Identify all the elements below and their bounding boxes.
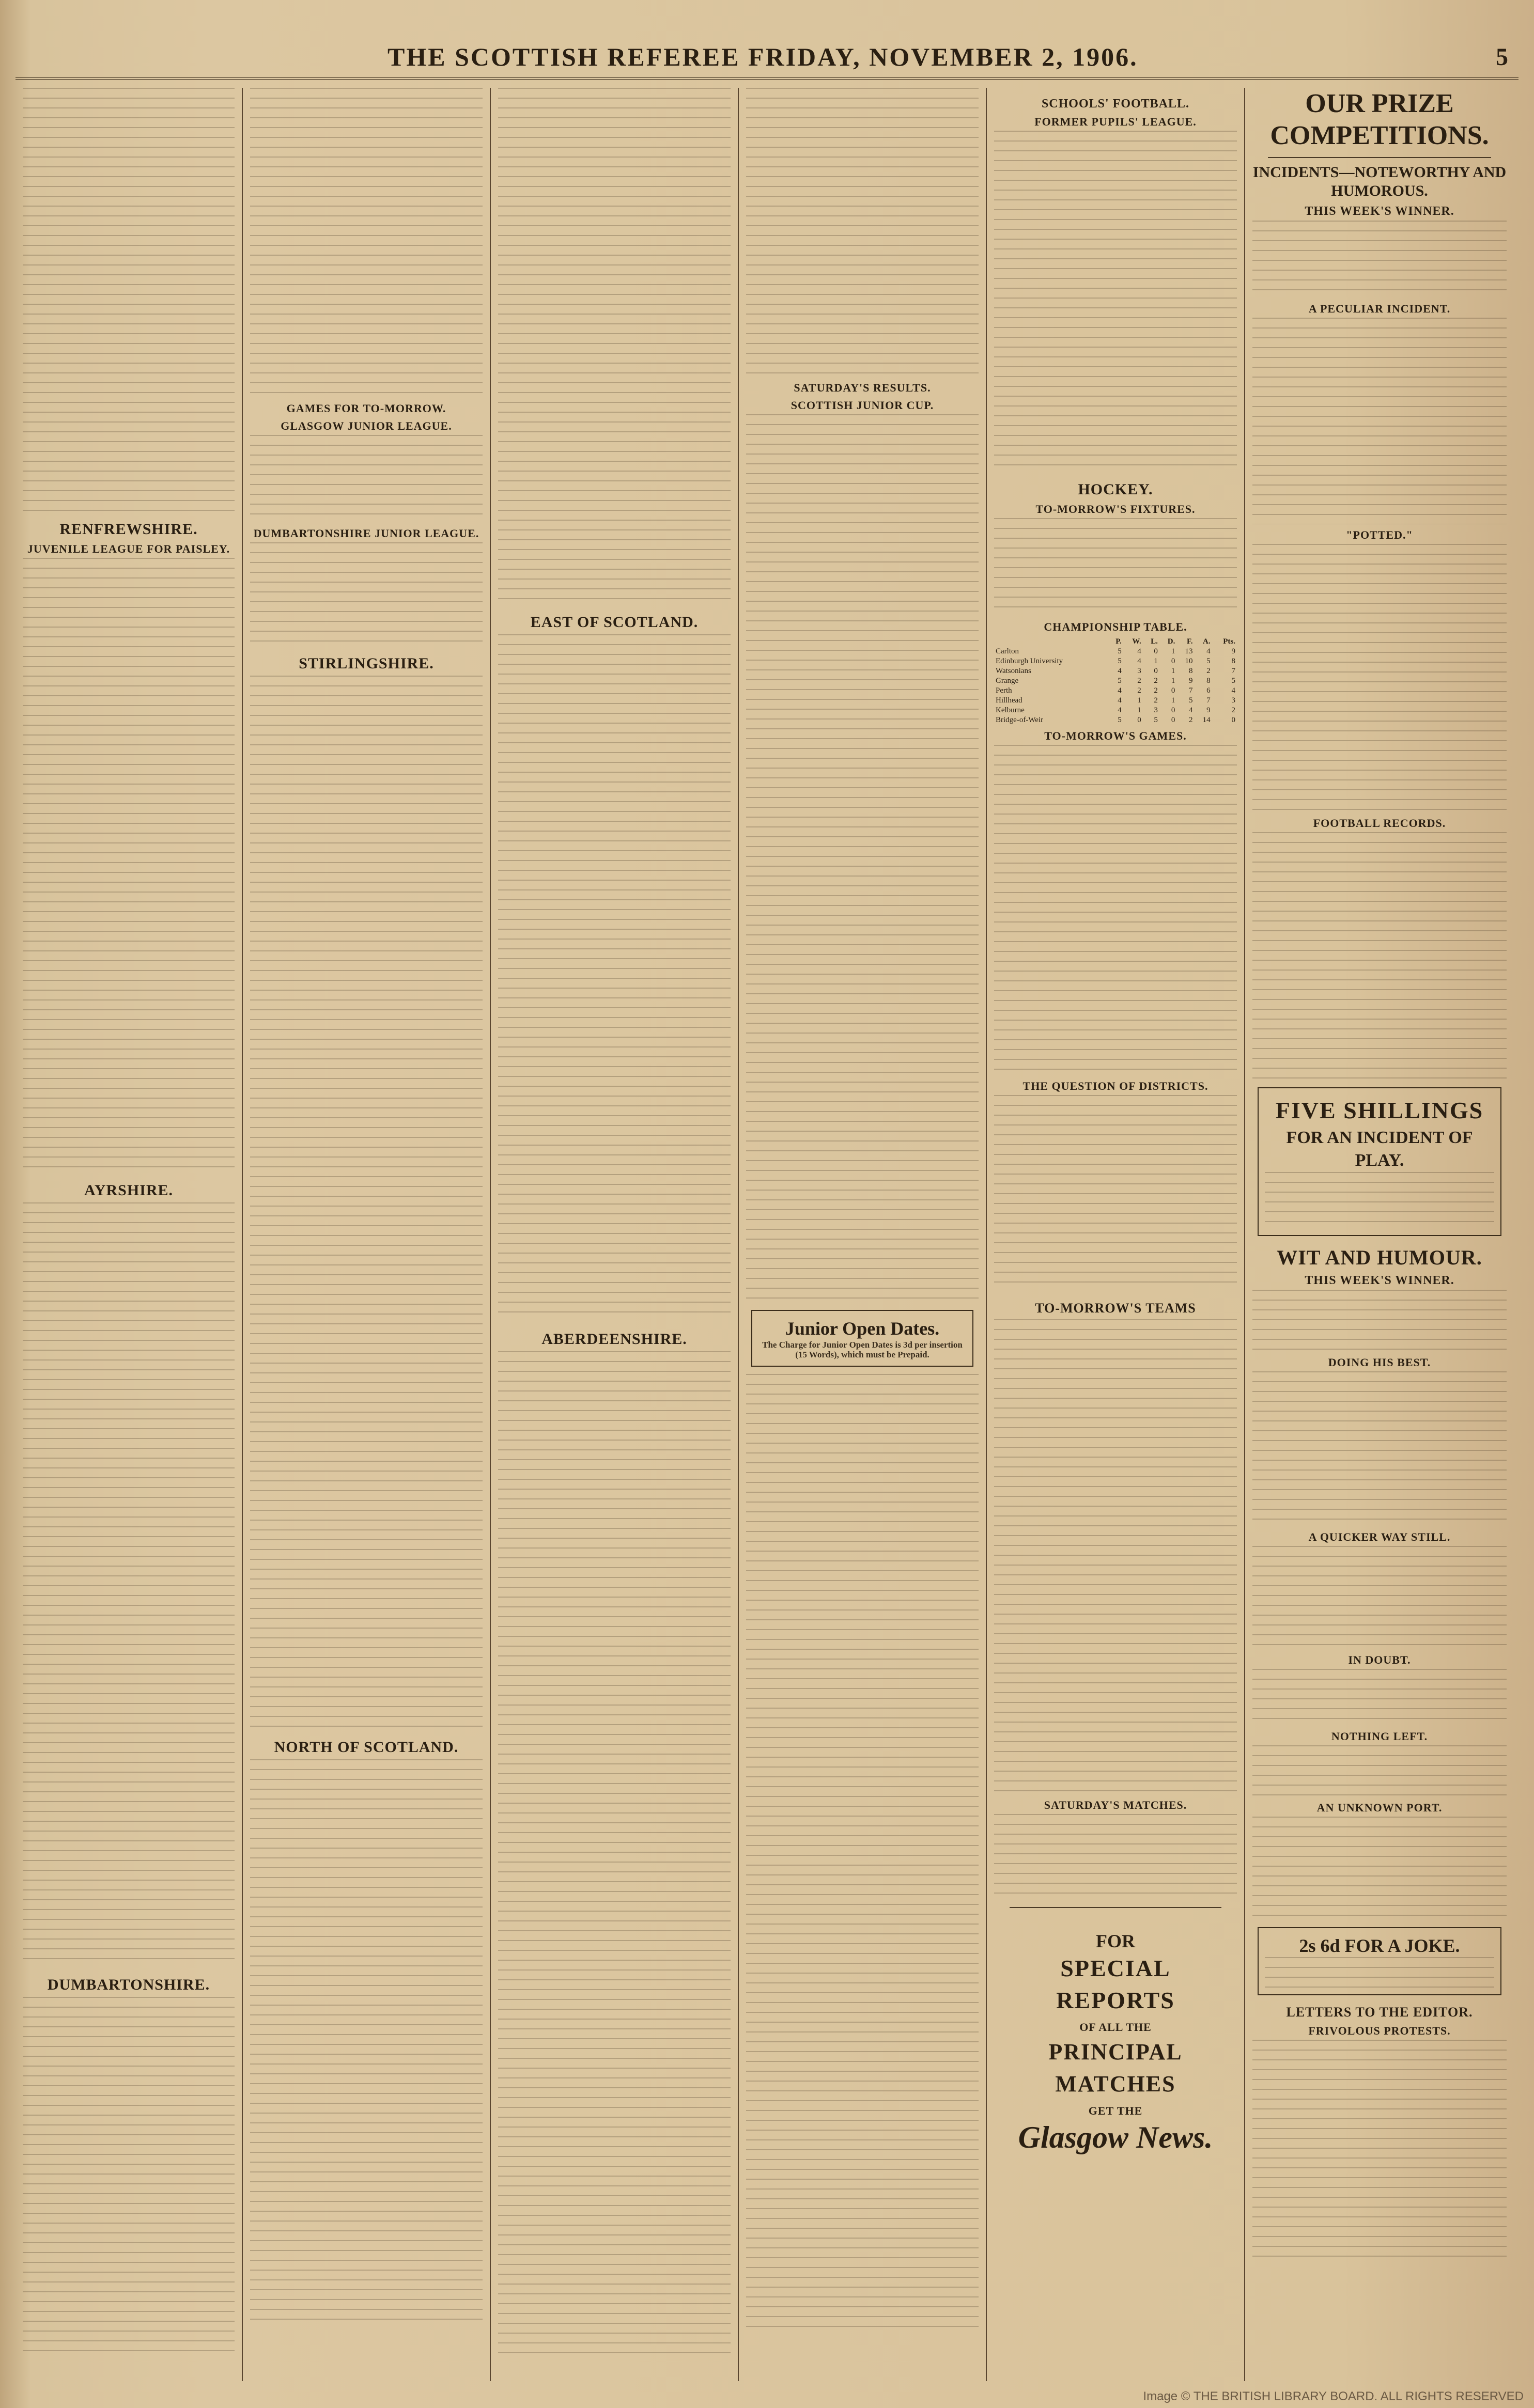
heading-dumbartonshire: DUMBARTONSHIRE. [47,1976,210,1993]
team-name-cell: Watsonians [996,667,1031,675]
team-name-cell: Hillhead [996,696,1022,705]
body-text [498,88,731,604]
stat-cell: 9 [1231,647,1235,655]
stat-cell: 2 [1137,686,1141,695]
table-header: D. [1167,637,1175,646]
table-header: A. [1203,637,1211,646]
stat-cell: 3 [1137,667,1141,675]
stat-cell: 5 [1118,657,1122,665]
open-dates-list [746,1374,979,2335]
body-text [498,1351,731,2353]
body-text [994,1095,1237,1291]
table-header: F. [1186,637,1193,646]
body-text [23,558,235,1172]
stat-cell: 8 [1231,657,1235,665]
subheading-juvenile-league: JUVENILE LEAGUE FOR PAISLEY. [27,542,230,555]
advert-special-reports: SPECIAL REPORTS [1056,1955,1175,2013]
advert-paper-name: Glasgow News. [1018,2120,1213,2154]
subheading-question-of-districts: THE QUESTION OF DISTRICTS. [1022,1080,1208,1092]
junior-open-dates-title: Junior Open Dates. [785,1318,940,1339]
table-row [994,706,1237,715]
heading-letters-to-editor: LETTERS TO THE EDITOR. [1286,2005,1473,2020]
stat-cell: 2 [1154,677,1158,685]
stat-cell: 13 [1185,647,1193,655]
team-name-cell: Edinburgh University [996,657,1063,665]
subheading-nothing-left: NOTHING LEFT. [1331,1730,1428,1743]
body-text [1252,318,1507,524]
stat-cell: 0 [1171,686,1175,695]
stat-cell: 4 [1137,647,1141,655]
stat-cell: 1 [1171,647,1175,655]
stat-cell: 4 [1206,647,1211,655]
results-list [746,414,979,1303]
heading-schools-football: SCHOOLS' FOOTBALL. [1041,97,1190,111]
subheading-in-doubt: IN DOUBT. [1348,1653,1411,1666]
fixtures-list [250,435,483,523]
columns [16,88,1514,2381]
advert-for: FOR [1096,1931,1135,1951]
glasgow-news-advert [999,1924,1232,2162]
stat-cell: 7 [1231,667,1235,675]
stat-cell: 0 [1231,716,1235,724]
heading-north-of-scotland: NORTH OF SCOTLAND. [274,1739,459,1756]
junior-open-dates-note: The Charge for Junior Open Dates is 3d per insertion (15 Words), which must be Prepaid. [762,1340,965,1359]
body-text [23,88,235,511]
stat-cell: 10 [1185,657,1193,665]
stat-cell: 4 [1118,706,1122,714]
stat-cell: 0 [1154,647,1158,655]
body-text [1252,544,1507,812]
table-header [994,637,1108,647]
team-name-cell: Perth [996,686,1012,695]
subheading-peculiar-incident: A PECULIAR INCIDENT. [1308,302,1451,315]
joke-prize-terms [1265,1957,1494,1988]
body-text [1252,1669,1507,1726]
body-text [1252,1817,1507,1920]
stat-cell: 1 [1154,657,1158,665]
body-text [498,634,731,1321]
table-row [994,676,1237,686]
subheading-saturdays-matches: SATURDAY'S MATCHES. [1044,1799,1187,1811]
heading-hockey: HOCKEY. [1078,481,1153,498]
body-text [1252,1371,1507,1526]
stat-cell: 5 [1188,696,1193,705]
table-header: W. [1132,637,1141,646]
stat-cell: 1 [1171,696,1175,705]
table-row [994,666,1237,676]
table-body [994,647,1237,725]
body-text [1252,832,1507,1080]
stat-cell: 2 [1188,716,1193,724]
stat-cell: 0 [1171,657,1175,665]
this-weeks-winner-2: THIS WEEK'S WINNER. [1305,1274,1454,1287]
heading-stirlingshire: STIRLINGSHIRE. [299,655,434,672]
body-text [23,1997,235,2358]
table-header: Pts. [1223,637,1235,646]
masthead [16,36,1518,80]
divider [1268,157,1491,158]
subheading-doing-his-best: DOING HIS BEST. [1328,1356,1431,1369]
prize-competitions-subtitle: INCIDENTS—NOTEWORTHY AND HUMOROUS. [1252,164,1507,199]
stat-cell: 0 [1171,706,1175,714]
subheading-dumbartonshire-junior: DUMBARTONSHIRE JUNIOR LEAGUE. [253,527,479,540]
stat-cell: 5 [1118,677,1122,685]
team-name-cell: Bridge-of-Weir [996,716,1044,724]
body-text [23,1202,235,1967]
stat-cell: 7 [1188,686,1193,695]
stat-cell: 2 [1231,706,1235,714]
five-shillings-subtitle: FOR AN INCIDENT OF PLAY. [1286,1128,1473,1170]
subheading-quicker-way: A QUICKER WAY STILL. [1308,1530,1451,1543]
stat-cell: 2 [1206,667,1211,675]
column-1 [16,88,243,2381]
stat-cell: 0 [1171,716,1175,724]
stat-cell: 2 [1137,677,1141,685]
stat-cell: 14 [1202,716,1211,724]
stat-cell: 1 [1137,706,1141,714]
subheading-frivolous-protests: FRIVOLOUS PROTESTS. [1308,2024,1451,2037]
advert-principal-matches: PRINCIPAL MATCHES [1048,2039,1183,2097]
body-text [1252,1546,1507,1649]
subheading-scottish-junior-cup: SCOTTISH JUNIOR CUP. [791,399,934,412]
stat-cell: 2 [1154,696,1158,705]
team-name-cell: Grange [996,677,1019,685]
subheading-tomorrows-games: TO-MORROW'S GAMES. [1044,729,1187,742]
heading-east-of-scotland: EAST OF SCOTLAND. [530,614,699,631]
stat-cell: 5 [1206,657,1211,665]
table-row [994,715,1237,725]
divider [1010,1907,1221,1908]
stat-cell: 4 [1118,686,1122,695]
championship-table [994,637,1237,725]
stat-cell: 0 [1137,716,1141,724]
body-text [250,88,483,398]
stat-cell: 1 [1137,696,1141,705]
page-number: 5 [1496,43,1508,71]
subheading-championship-table: CHAMPIONSHIP TABLE. [1044,620,1187,633]
teams-list [994,1319,1237,1794]
heading-renfrewshire: RENFREWSHIRE. [59,521,198,538]
five-shillings-terms [1265,1172,1494,1229]
advert-of-all-the: OF ALL THE [1079,2021,1152,2034]
masthead-title: THE SCOTTISH REFEREE FRIDAY, NOVEMBER 2, 1906. [388,42,1138,71]
body-text [994,131,1237,472]
body-text [994,1814,1237,1902]
subheading-games-tomorrow: GAMES FOR TO-MORROW. [286,402,446,415]
stat-cell: 8 [1188,667,1193,675]
stat-cell: 1 [1171,667,1175,675]
stat-cell: 8 [1206,677,1211,685]
body-text [250,1759,483,2327]
joke-prize-title: 2s 6d FOR A JOKE. [1299,1935,1460,1956]
five-shillings-title: FIVE SHILLINGS [1275,1097,1484,1123]
body-text [1252,1745,1507,1797]
five-shillings-box [1258,1087,1501,1236]
stat-cell: 6 [1206,686,1211,695]
table-row [994,696,1237,706]
team-name-cell: Carlton [996,647,1019,655]
heading-wit-and-humour: WIT AND HUMOUR. [1277,1246,1482,1269]
subheading-potted: "POTTED." [1346,528,1413,541]
heading-tomorrows-teams: TO-MORROW'S TEAMS [1035,1301,1196,1316]
winner-notice [1252,221,1507,298]
this-weeks-winner: THIS WEEK'S WINNER. [1305,205,1454,218]
table-header-row [994,637,1237,647]
stat-cell: 5 [1118,716,1122,724]
table-header: L. [1151,637,1158,646]
subheading-football-records: FOOTBALL RECORDS. [1313,817,1446,830]
subheading-saturdays-results: SATURDAY'S RESULTS. [794,381,931,394]
column-5 [987,88,1245,2381]
stat-cell: 0 [1154,667,1158,675]
stat-cell: 4 [1118,696,1122,705]
stat-cell: 2 [1154,686,1158,695]
subheading-former-pupils-league: FORMER PUPILS' LEAGUE. [1034,115,1197,128]
heading-aberdeenshire: ABERDEENSHIRE. [541,1331,687,1348]
winner-notice [1252,1290,1507,1352]
stat-cell: 5 [1118,647,1122,655]
stat-cell: 5 [1154,716,1158,724]
table-row [994,686,1237,696]
junior-open-dates-box [751,1310,973,1367]
stat-cell: 1 [1171,677,1175,685]
subheading-tomorrows-fixtures: TO-MORROW'S FIXTURES. [1035,503,1196,515]
subheading-glasgow-junior: GLASGOW JUNIOR LEAGUE. [281,419,452,432]
team-name-cell: Kelburne [996,706,1025,714]
column-2 [243,88,491,2381]
stat-cell: 4 [1118,667,1122,675]
copyright-footer: Image © THE BRITISH LIBRARY BOARD. ALL RIGHTS RESERVED [1143,2389,1524,2403]
subheading-unknown-port: AN UNKNOWN PORT. [1316,1801,1443,1814]
stat-cell: 4 [1188,706,1193,714]
prize-competitions-title: OUR PRIZE COMPETITIONS. [1270,89,1489,150]
stat-cell: 7 [1206,696,1211,705]
stat-cell: 5 [1231,677,1235,685]
heading-ayrshire: AYRSHIRE. [84,1182,174,1199]
body-text [250,676,483,1729]
table-header: P. [1115,637,1122,646]
table-row [994,656,1237,666]
stat-cell: 3 [1231,696,1235,705]
stat-cell: 3 [1154,706,1158,714]
joke-prize-box [1258,1927,1501,1995]
advert-get-the: GET THE [1088,2104,1143,2117]
column-4 [739,88,987,2381]
column-6 [1245,88,1514,2381]
body-text [994,745,1237,1075]
body-text [746,88,979,377]
stat-cell: 9 [1188,677,1193,685]
stat-cell: 4 [1231,686,1235,695]
column-3 [491,88,739,2381]
league-table [250,542,483,646]
stat-cell: 9 [1206,706,1211,714]
body-text [1252,2040,1507,2257]
table-row [994,647,1237,656]
stat-cell: 4 [1137,657,1141,665]
fixtures-list [994,518,1237,616]
